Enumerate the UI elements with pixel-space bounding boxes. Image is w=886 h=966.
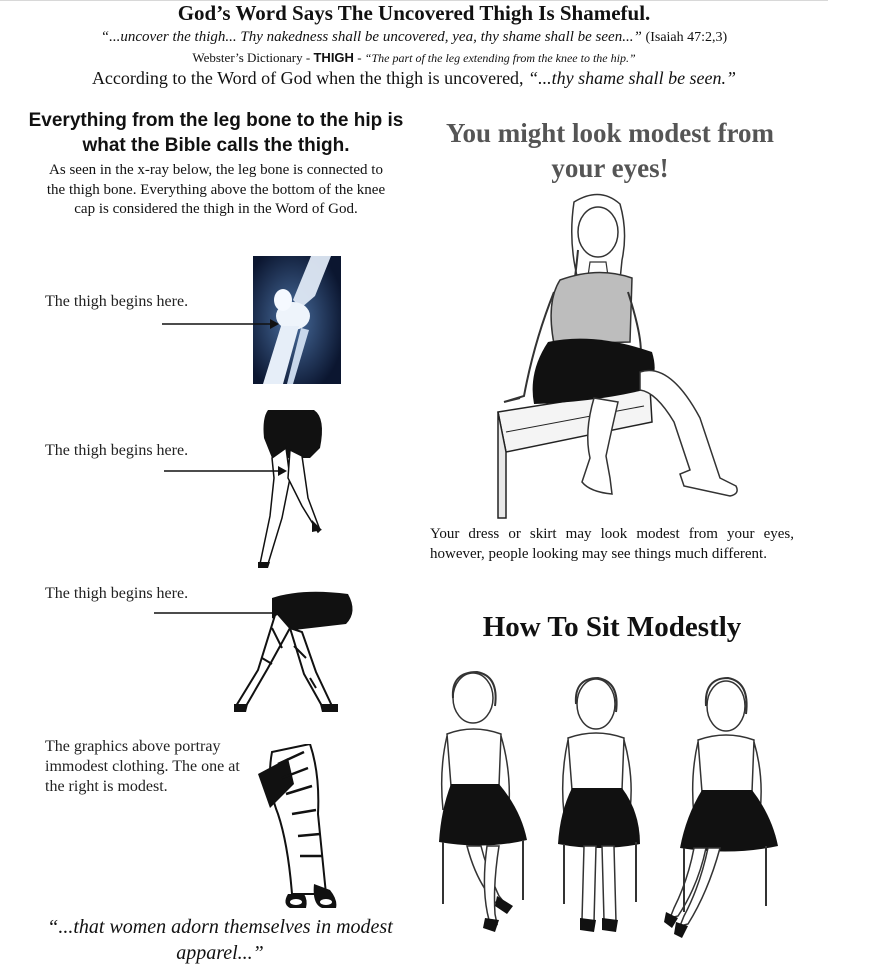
left-heading: Everything from the leg bone to the hip is what the Bible calls the thigh. (28, 110, 404, 156)
webster-prefix: Webster’s Dictionary - (192, 50, 314, 65)
right-heading: You might look modest from your eyes! (445, 118, 774, 183)
seated-girl-illustration (494, 192, 752, 522)
scripture-reference: (Isaiah 47:2,3) (645, 30, 728, 45)
sitting-girl-1 (437, 670, 533, 938)
according-prefix: According to the Word of God when the thigh is uncovered, (91, 68, 529, 88)
scripture-quote-text: “...uncover the thigh... Thy nakedness shall be uncovered, yea, thy shame shall be seen...” (100, 29, 642, 45)
thigh-label-3: The thigh begins here. (45, 585, 189, 602)
bottom-quote: “...that women adorn themselves in modest apparel...” (47, 916, 393, 964)
modest-legs-illustration (248, 744, 344, 914)
right-paragraph: Your dress or skirt may look modest from your eyes, however, people looking may see things much different. (430, 526, 794, 562)
page-title: God’s Word Says The Uncovered Thigh Is Shameful. (177, 1, 651, 25)
webster-separator: - (353, 50, 365, 65)
left-paragraph: As seen in the x-ray below, the leg bone is connected to the thigh bone. Everything above the bottom of the knee cap is considered the thigh in the Word of God. (46, 162, 386, 217)
arrow-2 (162, 465, 290, 477)
according-line (0, 68, 828, 89)
webster-definition (0, 50, 828, 66)
how-to-sit-title: How To Sit Modestly (482, 611, 742, 643)
sitting-girl-3 (662, 676, 782, 944)
according-quote: “...thy shame shall be seen.” (528, 68, 737, 88)
arrow-1 (160, 318, 280, 330)
sitting-girl-2 (556, 676, 646, 940)
immodest-note: The graphics above portray immodest clothing. The one at the right is modest. (45, 738, 240, 795)
webster-term: THIGH (313, 50, 354, 65)
arrow-3 (152, 607, 284, 619)
scripture-quote (0, 29, 828, 46)
thigh-label-2: The thigh begins here. (45, 442, 189, 459)
legs-illustration-2 (250, 408, 340, 572)
webster-definition-text: “The part of the leg extending from the knee to the hip.” (364, 51, 636, 65)
thigh-label-1: The thigh begins here. (45, 293, 189, 310)
